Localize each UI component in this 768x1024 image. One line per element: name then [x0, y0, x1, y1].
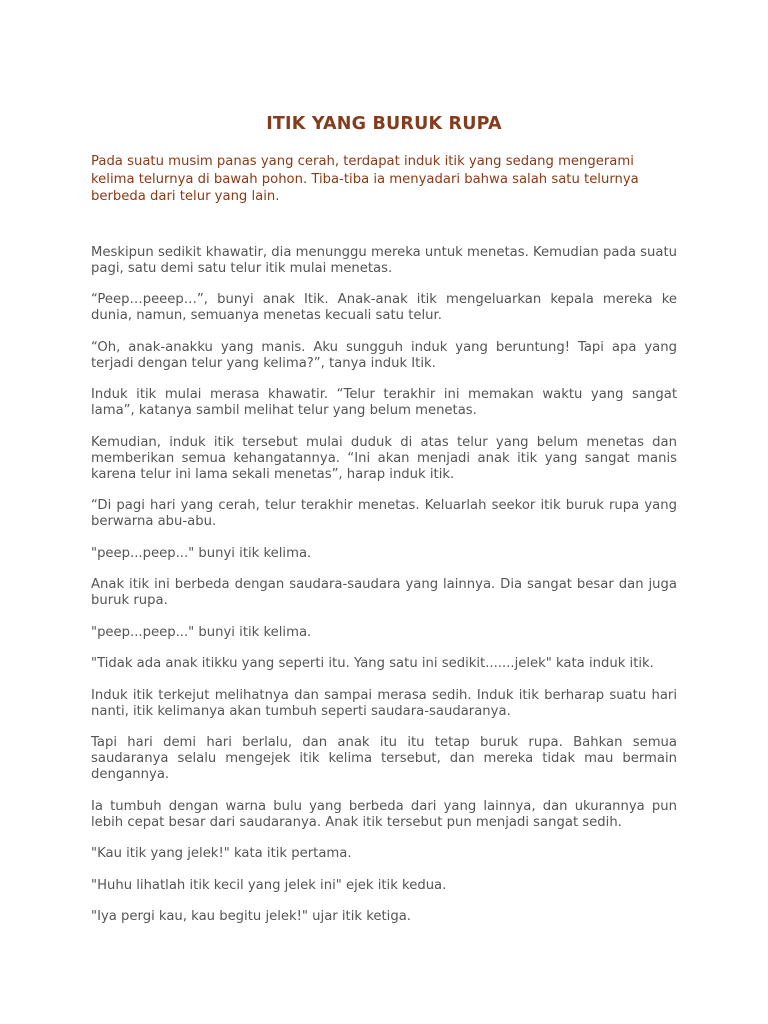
story-paragraph: Ia tumbuh dengan warna bulu yang berbeda dari yang lainnya, dan ukurannya pun lebih cepat besar dari saudaranya. Anak itik tersebut pun menjadi sangat sedih.	[91, 798, 677, 830]
story-paragraph: Kemudian, induk itik tersebut mulai duduk di atas telur yang belum menetas dan memberikan semua kehangatannya. “Ini akan menjadi anak itik yang sangat manis karena telur ini lama sekali menetas”, harap induk itik.	[91, 434, 677, 482]
story-paragraph: "Tidak ada anak itikku yang seperti itu. Yang satu ini sedikit.......jelek" kata induk itik.	[91, 656, 654, 672]
story-paragraph: "Kau itik yang jelek!" kata itik pertama.	[91, 846, 352, 862]
story-paragraph: “Di pagi hari yang cerah, telur terakhir menetas. Keluarlah seekor itik buruk rupa yang berwarna abu-abu.	[91, 498, 677, 530]
story-paragraph: "Huhu lihatlah itik kecil yang jelek ini" ejek itik kedua.	[91, 877, 447, 893]
story-paragraph: Anak itik ini berbeda dengan saudara-saudara yang lainnya. Dia sangat besar dan juga buruk rupa.	[91, 577, 677, 609]
story-paragraph: Tapi hari demi hari berlalu, dan anak itu itu tetap buruk rupa. Bahkan semua saudaranya selalu mengejek itik kelima tersebut, dan mereka tidak mau bermain dengannya.	[91, 735, 677, 783]
story-paragraph: "Iya pergi kau, kau begitu jelek!" ujar itik ketiga.	[91, 909, 411, 925]
story-title: ITIK YANG BURUK RUPA	[266, 114, 502, 134]
story-paragraph: "peep...peep..." bunyi itik kelima.	[91, 545, 312, 561]
story-paragraph: “Peep…peeep…”, bunyi anak Itik. Anak-anak itik mengeluarkan kepala mereka ke dunia, namun, semuanya menetas kecuali satu telur.	[91, 292, 677, 324]
document-page	[91, 112, 677, 941]
intro-paragraph: Pada suatu musim panas yang cerah, terdapat induk itik yang sedang mengerami kelima telurnya di bawah pohon. Tiba-tiba ia menyadari bahwa salah satu telurnya berbeda dari telur yang lain.	[91, 154, 639, 205]
story-paragraph: “Oh, anak-anakku yang manis. Aku sungguh induk yang beruntung! Tapi apa yang terjadi dengan telur yang kelima?”, tanya induk Itik.	[91, 339, 677, 371]
story-paragraph: Induk itik terkejut melihatnya dan sampai merasa sedih. Induk itik berharap suatu hari nanti, itik kelimanya akan tumbuh seperti saudara-saudaranya.	[91, 687, 677, 719]
story-paragraph: Induk itik mulai merasa khawatir. “Telur terakhir ini memakan waktu yang sangat lama”, katanya sambil melihat telur yang belum menetas.	[91, 387, 677, 419]
story-paragraph: "peep...peep..." bunyi itik kelima.	[91, 624, 312, 640]
story-paragraph: Meskipun sedikit khawatir, dia menunggu mereka untuk menetas. Kemudian pada suatu pagi, satu demi satu telur itik mulai menetas.	[91, 244, 677, 276]
